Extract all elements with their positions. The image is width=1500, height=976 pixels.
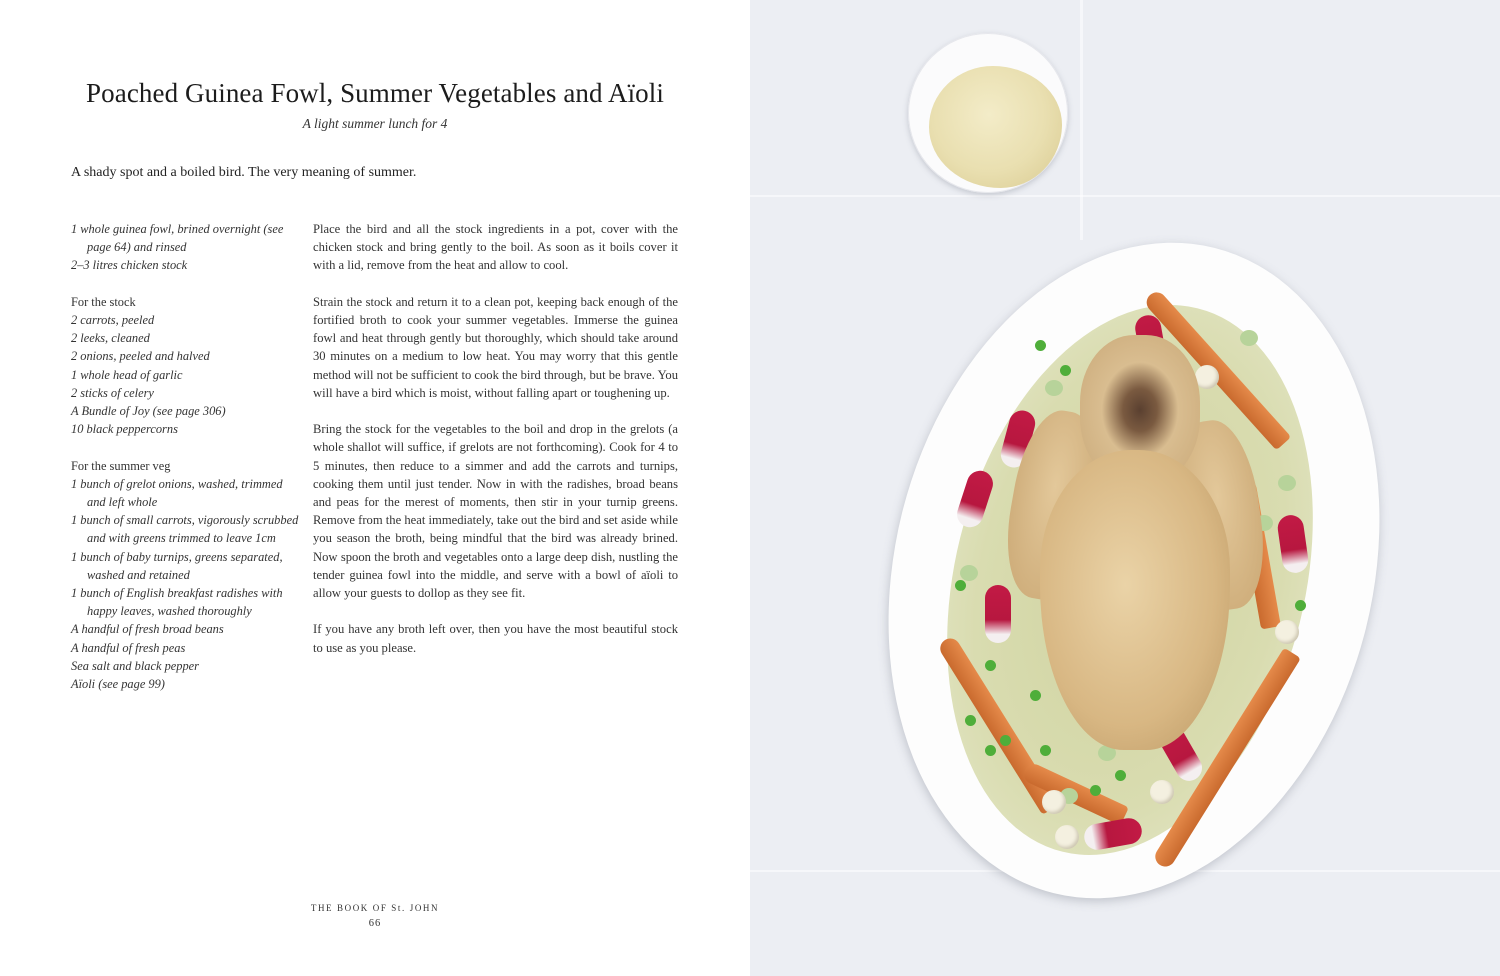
pea — [955, 580, 966, 591]
pea — [985, 660, 996, 671]
guinea-fowl — [1040, 450, 1230, 750]
method-paragraph: Bring the stock for the vegetables to the boil and drop in the grelots (a whole shallot will suffice, if grelots are not forthcoming). Cook for 4 to 5 minutes, then reduce to a simmer and add the carrots and turnips, cooking them until just tender. Now in with the radishes, broad beans and peas for the merest of moments, then stir in your turnip greens. Remove from the heat immediately, take out the bird and set aside while you season the broth, being mindful that the bird was already brined. Now spoon the broth and vegetables onto a large deep dish, nustling the tender guinea fowl into the middle, and serve with a bowl of aïoli to allow your guests to dollop as they see fit. — [313, 422, 678, 601]
recipe-subtitle: A light summer lunch for 4 — [302, 116, 448, 131]
ingredient-item: 1 bunch of grelot onions, washed, trimmed and left whole — [71, 476, 283, 510]
ingredient-item: 1 bunch of English breakfast radishes with happy leaves, washed thoroughly — [71, 586, 283, 619]
running-footer-title: THE BOOK OF St. JOHN — [310, 903, 440, 913]
ingredient-item: 2–3 litres chicken stock — [71, 258, 188, 273]
grelot-onion — [1195, 365, 1219, 389]
ingredient-item: A Bundle of Joy (see page 306) — [71, 404, 226, 419]
ingredient-item: Aïoli (see page 99) — [71, 677, 165, 692]
broad-bean — [1045, 380, 1063, 396]
ingredient-item: A handful of fresh peas — [71, 640, 186, 655]
ingredient-item: 1 whole head of garlic — [71, 367, 183, 382]
pea — [1000, 735, 1011, 746]
radish — [985, 585, 1011, 643]
pea — [1090, 785, 1101, 796]
broad-bean — [1278, 475, 1296, 491]
tablecloth-fold — [1080, 0, 1083, 240]
method-paragraph: If you have any broth left over, then you have the most beautiful stock to use as you please. — [313, 622, 678, 655]
grelot-onion — [1275, 620, 1299, 644]
aioli — [929, 66, 1062, 188]
method-text — [313, 220, 678, 675]
pea — [965, 715, 976, 726]
pea — [985, 745, 996, 756]
grelot-onion — [1042, 790, 1066, 814]
method-paragraph: Strain the stock and return it to a clean pot, keeping back enough of the fortified broth to cook your summer vegetables. Immerse the guinea fowl and heat through gently but thoroughly, which should take around 30 minutes on a medium to low heat. You may worry that this gentle method will not be sufficient to cook the bird through, but be brave. You will have a bird which is moist, without falling apart or toughening up. — [313, 294, 678, 400]
ingredient-item: Sea salt and black pepper — [71, 658, 200, 673]
recipe-title: Poached Guinea Fowl, Summer Vegetables and Aïoli — [86, 78, 664, 108]
pea — [1295, 600, 1306, 611]
ingredient-item: 2 carrots, peeled — [71, 313, 155, 327]
grelot-onion — [1055, 825, 1079, 849]
method-paragraph: Place the bird and all the stock ingredients in a pot, cover with the chicken stock and bring gently to the boil. As soon as it boils cover it with a lid, remove from the heat and allow to cool. — [313, 222, 678, 273]
ingredient-item: 10 black peppercorns — [71, 422, 178, 437]
tablecloth-fold — [750, 195, 1500, 197]
ingredient-section-heading: For the stock — [71, 294, 136, 309]
ingredient-item: 1 whole guinea fowl, brined overnight (see page 64) and rinsed — [71, 222, 284, 255]
recipe-intro: A shady spot and a boiled bird. The very meaning of summer. — [71, 165, 417, 180]
pea — [1040, 745, 1051, 756]
pea — [1115, 770, 1126, 781]
ingredient-section-heading: For the summer veg — [71, 458, 171, 473]
page-footer — [0, 903, 750, 929]
ingredient-item: 2 leeks, cleaned — [71, 331, 150, 346]
ingredient-item: 1 bunch of baby turnips, greens separated, washed and retained — [71, 549, 283, 582]
ingredient-item: 1 bunch of small carrots, vigorously scrubbed and with greens trimmed to leave 1cm — [71, 513, 299, 546]
broad-bean — [1240, 330, 1258, 346]
page-number: 66 — [368, 918, 382, 929]
ingredient-item: A handful of fresh broad beans — [71, 622, 224, 637]
ingredient-item: 2 onions, peeled and halved — [71, 349, 210, 364]
pea — [1060, 365, 1071, 376]
grelot-onion — [1150, 780, 1174, 804]
pea — [1030, 690, 1041, 701]
ingredients-list — [71, 220, 301, 693]
pea — [1035, 340, 1046, 351]
broad-bean — [960, 565, 978, 581]
ingredient-item: 2 sticks of celery — [71, 385, 154, 400]
